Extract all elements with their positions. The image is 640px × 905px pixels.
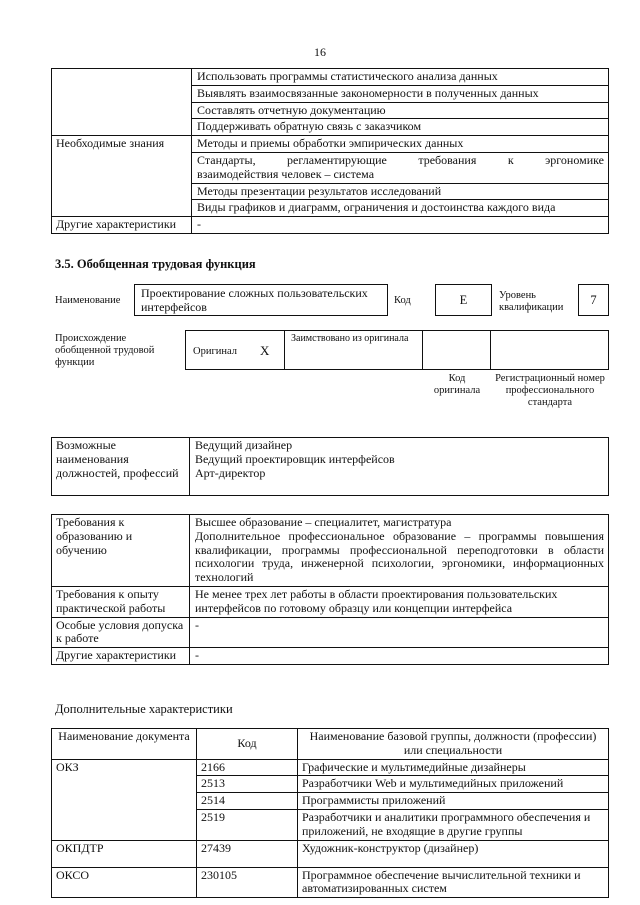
code-label: Код [394,295,411,306]
table-cell-name: Графические и мультимедийные дизайнеры [298,759,609,776]
original-box [185,330,285,370]
level-value-box [578,284,609,316]
table-row [52,515,609,587]
table-cell-value: Виды графиков и диаграмм, ограничения и достоинства каждого вида [192,200,609,217]
table-cell-name: Художник-конструктор (дизайнер) [298,840,609,867]
table-cell-doc: ОКСО [52,867,197,898]
name-label: Наименование [55,295,121,306]
table-row [52,217,609,234]
table-cell-label: Другие характеристики [52,217,192,234]
table-row [52,69,609,86]
reg-number-box [490,330,609,370]
table-cell-name: Разработчики и аналитики программного обеспечения и приложений, не входящие в другие группы [298,809,609,840]
original-code-box [422,330,491,370]
table-cell-code: 27439 [197,840,298,867]
table-cell-value: Методы и приемы обработки эмпирических данных [192,136,609,153]
table-cell-line: взаимодействия человек – система [197,166,375,181]
requirement-line: Высшее образование – специалитет, магистратура [195,515,452,529]
table-cell-name: Программисты приложений [298,793,609,810]
table-row [52,648,609,665]
page-number: 16 [314,45,326,59]
header-doc: Наименование документа [52,729,197,760]
table-row [52,617,609,648]
table-cell-value [192,152,609,183]
name-value: Проектирование сложных пользовательских интерфейсов [141,286,368,314]
reg-number-caption: Регистрационный номер профессионального стандарта [495,373,605,409]
requirements-table [51,514,609,665]
header-name: Наименование базовой группы, должности (профессии) или специальности [298,729,609,760]
table-cell-name: Программное обеспечение вычислительной техники и автоматизированных систем [298,867,609,898]
table-cell-value: Использовать программы статистического анализа данных [192,69,609,86]
table-cell-code: 2166 [197,759,298,776]
table-cell-code: 2519 [197,809,298,840]
table-cell-label: Возможные наименования должностей, профессий [52,438,190,496]
table-cell-value: Не менее трех лет работы в области проектирования пользовательских интерфейсов по готовому образцу или концепции интерфейса [190,586,609,617]
additional-title: Дополнительные характеристики [55,702,233,716]
position-item: Арт-директор [195,465,266,480]
table-cell-value [190,438,609,496]
positions-table [51,437,609,496]
section-title: 3.5. Обобщенная трудовая функция [55,257,256,271]
additional-table [51,728,609,898]
level-value: 7 [590,293,597,307]
table-cell-code: 2513 [197,776,298,793]
table-row [52,438,609,496]
name-value-box [134,284,388,316]
table-cell-label: Требования к опыту практической работы [52,586,190,617]
table-row [52,840,609,867]
borrowed-label: Заимствовано из оригинала [291,333,409,344]
table-cell-name: Разработчики Web и мультимедийных приложений [298,776,609,793]
table-header-row [52,729,609,760]
skills-knowledge-table [51,68,609,234]
code-value-box [435,284,492,316]
table-cell-value: - [192,217,609,234]
table-cell-label: Необходимые знания [52,136,192,217]
table-cell-code: 2514 [197,793,298,810]
table-cell-line: Стандарты, регламентирующие требования к эргономике [197,152,604,167]
table-cell-value: Выявлять взаимосвязанные закономерности в полученных данных [192,85,609,102]
table-cell-doc: ОКПДТР [52,840,197,867]
table-cell-value: - [190,617,609,648]
position-item: Ведущий дизайнер [195,438,293,452]
level-label: Уровень квалификации [499,290,564,314]
original-mark: X [260,343,270,358]
table-cell-value: - [190,648,609,665]
origin-label: Происхождение обобщенной трудовой функции [55,333,155,369]
table-row [52,759,609,776]
table-cell-label: Другие характеристики [52,648,190,665]
table-row [52,867,609,898]
original-label: Оригинал [193,346,237,357]
code-value: E [459,293,468,307]
table-cell-value: Поддерживать обратную связь с заказчиком [192,119,609,136]
table-cell-value [190,515,609,587]
table-cell-label: Требования к образованию и обучению [52,515,190,587]
table-cell-label [52,69,192,136]
table-cell-doc: ОКЗ [52,759,197,840]
table-cell-label: Особые условия допуска к работе [52,617,190,648]
table-row [52,586,609,617]
position-item: Ведущий проектировщик интерфейсов [195,451,395,466]
table-row [52,136,609,153]
borrowed-box [284,330,423,370]
table-cell-code: 230105 [197,867,298,898]
code-of-original-caption: Код оригинала [433,373,481,397]
table-cell-value: Методы презентации результатов исследований [192,183,609,200]
requirement-line: Дополнительное профессиональное образование – программы повышения квалификации, программы профессиональной переподготовки в области психологии труда, инженерной психологии, эргономики, информационных технологий [195,528,604,585]
header-code: Код [197,729,298,760]
table-cell-value: Составлять отчетную документацию [192,102,609,119]
